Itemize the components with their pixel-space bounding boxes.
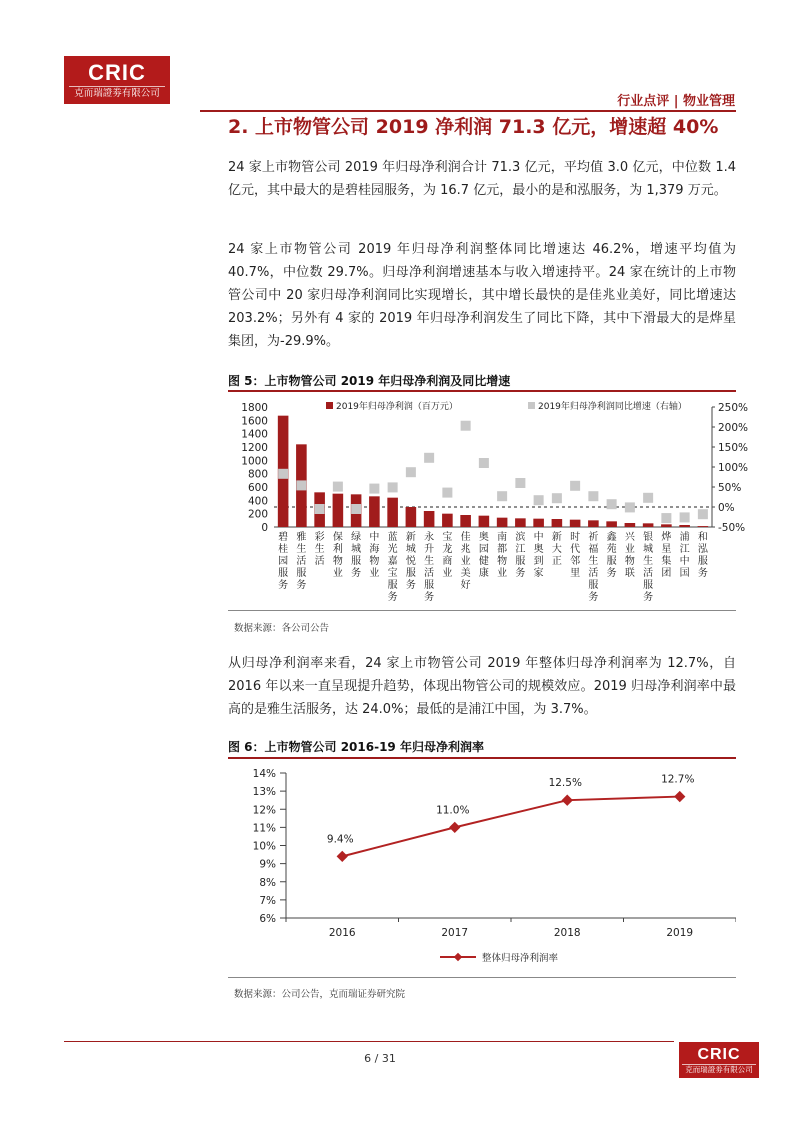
category-label-char: 物 [332, 556, 343, 567]
page-number: 6 / 31 [364, 1052, 396, 1065]
bar-10 [442, 514, 453, 527]
category-label-char: 物 [497, 556, 508, 567]
category-label-char: 中 [679, 556, 690, 567]
section-heading: 2. 上市物管公司 2019 净利润 71.3 亿元，增速超 40% [228, 116, 719, 138]
x-axis-label-2016: 2016 [328, 927, 356, 939]
category-label-24 [698, 531, 709, 579]
figure6-axes [253, 768, 736, 939]
figure5-bottom-rule [228, 610, 736, 611]
right-axis-tick: 0% [718, 502, 735, 514]
category-label-char: 务 [643, 592, 654, 603]
category-label-char: 利 [332, 544, 343, 555]
category-label-char: 新 [405, 532, 416, 543]
growth-marker-6 [369, 484, 379, 494]
right-axis-tick: -50% [718, 522, 746, 534]
category-label-char: 奥 [478, 532, 489, 543]
growth-marker-21 [643, 493, 653, 503]
category-label-char: 兆 [460, 544, 471, 555]
category-label-char: 联 [624, 568, 635, 579]
x-axis-label-2019: 2019 [666, 927, 694, 939]
paragraph-1: 24 家上市物管公司 2019 年归母净利润合计 71.3 亿元，平均值 3.0 亿元，中位数 1.4 亿元，其中最大的是碧桂园服务，为 16.7 亿元，最小的是和泓服务，为 1,379 万元。 [228, 160, 736, 198]
category-label-char: 业 [497, 568, 508, 579]
growth-marker-11 [461, 421, 471, 431]
bar-6 [369, 496, 380, 527]
data-label-2019: 12.7% [661, 773, 695, 786]
category-label-char: 服 [296, 568, 307, 579]
right-axis-tick: 250% [718, 402, 749, 414]
category-label-char: 服 [588, 580, 599, 591]
growth-marker-7 [388, 482, 398, 492]
y-axis-tick: 8% [259, 876, 276, 889]
category-label-char: 国 [679, 568, 690, 579]
x-axis-label-2018: 2018 [553, 927, 581, 939]
category-label-char: 生 [588, 556, 599, 567]
data-point-2018 [562, 795, 573, 806]
growth-marker-23 [680, 512, 690, 522]
category-label-char: 务 [588, 592, 599, 603]
growth-marker-19 [607, 499, 617, 509]
category-label-16 [552, 531, 562, 567]
growth-marker-22 [661, 513, 671, 523]
bar-11 [460, 515, 471, 527]
left-axis-tick: 400 [247, 495, 268, 508]
category-label-char: 生 [643, 556, 654, 567]
growth-marker-9 [424, 453, 434, 463]
category-label-char: 苑 [606, 544, 617, 555]
right-axis-tick: 200% [718, 422, 749, 434]
category-label-char: 南 [497, 532, 508, 543]
category-label-char: 业 [442, 568, 453, 579]
data-point-2017 [449, 822, 460, 833]
header-category: 行业点评 | 物业管理 [617, 94, 735, 109]
category-label-char: 代 [570, 544, 581, 555]
category-label-char: 邻 [570, 556, 581, 567]
category-label-char: 城 [351, 544, 362, 555]
growth-marker-8 [406, 467, 416, 477]
figure5-bars [278, 416, 708, 527]
bar-24 [698, 526, 709, 527]
left-axis-tick: 1400 [241, 428, 268, 441]
category-label-char: 服 [643, 580, 654, 591]
bar-15 [533, 519, 544, 527]
category-label-5 [351, 531, 361, 579]
category-label-char: 业 [332, 568, 343, 579]
category-label-char: 集 [661, 556, 672, 567]
bar-7 [387, 498, 398, 527]
footer-logo-text: CRIC [697, 1046, 741, 1063]
data-point-2019 [674, 791, 685, 802]
category-label-char: 银 [643, 532, 654, 543]
margin-line [342, 797, 680, 857]
growth-marker-20 [625, 502, 635, 512]
category-label-char: 服 [278, 568, 289, 579]
category-label-char: 龙 [442, 544, 453, 555]
y-axis-tick: 9% [259, 858, 276, 871]
figure6-source: 数据来源：公司公告，克而瑞证券研究院 [234, 989, 406, 1000]
category-label-char: 时 [570, 532, 581, 543]
bar-4 [333, 494, 344, 527]
category-label-char: 园 [278, 556, 289, 567]
category-label-char: 业 [624, 544, 635, 555]
legend-marker-swatch [528, 402, 535, 409]
legend-bar-label: 2019年归母净利润（百万元） [336, 402, 458, 412]
category-label-char: 星 [661, 544, 672, 555]
y-axis-tick: 14% [252, 768, 276, 780]
category-label-char: 浦 [679, 532, 690, 543]
logo-subtext: 克而瑞證劵有限公司 [69, 86, 165, 100]
category-label-4 [333, 530, 343, 579]
category-label-char: 园 [478, 544, 489, 555]
category-label-char: 奥 [533, 544, 544, 555]
bar-14 [515, 518, 526, 527]
left-axis-tick: 200 [247, 508, 268, 521]
figure6-chart [228, 760, 736, 975]
category-label-char: 碧 [278, 532, 289, 543]
growth-marker-18 [588, 491, 598, 501]
legend-label: 整体归母净利润率 [482, 953, 559, 964]
category-label-char: 中 [533, 532, 544, 543]
footer-logo [679, 1042, 759, 1078]
category-label-char: 务 [296, 580, 307, 591]
category-label-14 [515, 530, 525, 579]
category-label-10 [442, 530, 452, 579]
category-label-char: 泓 [697, 544, 708, 555]
data-label-2017: 11.0% [436, 804, 470, 817]
category-label-21 [643, 530, 653, 603]
category-label-char: 兴 [624, 532, 635, 543]
bar-21 [643, 523, 654, 527]
growth-marker-12 [479, 458, 489, 468]
category-label-8 [406, 531, 416, 591]
y-axis-tick: 13% [252, 786, 276, 799]
x-axis-label-2017: 2017 [441, 927, 469, 939]
figure6-legend [440, 952, 559, 964]
category-label-char: 物 [369, 556, 380, 567]
category-label-char: 业 [369, 568, 380, 579]
figure5-top-rule [228, 390, 736, 392]
growth-marker-1 [278, 469, 288, 479]
category-label-char: 福 [588, 544, 599, 555]
category-label-char: 升 [424, 544, 435, 555]
category-label-char: 好 [460, 580, 471, 591]
y-axis-tick: 10% [252, 840, 276, 853]
category-label-char: 新 [551, 532, 562, 543]
category-label-11 [461, 530, 471, 591]
category-label-char: 团 [661, 568, 672, 579]
bar-17 [570, 520, 581, 527]
category-label-char: 康 [478, 568, 489, 579]
left-axis-tick: 0 [261, 522, 268, 534]
brand-logo [64, 56, 170, 104]
bar-23 [679, 525, 690, 527]
figure6-top-rule [228, 757, 736, 759]
bar-20 [625, 523, 636, 527]
growth-marker-4 [333, 482, 343, 492]
bar-16 [552, 519, 563, 527]
bar-19 [606, 521, 617, 527]
legend-bar-swatch [326, 402, 333, 409]
y-axis-tick: 7% [259, 894, 276, 907]
left-axis-tick: 1600 [241, 415, 268, 428]
figure5-title: 图 5：上市物管公司 2019 年归母净利润及同比增速 [228, 374, 511, 388]
category-label-char: 物 [624, 556, 635, 567]
category-label-char: 绿 [351, 532, 362, 543]
paragraph-2: 24 家上市物管公司 2019 年归母净利润整体同比增速达 46.2%，增速平均值为 40.7%，中位数 29.7%。归母净利润增速基本与收入增速持平。24 家在统计的上市物管公司中 20 家归母净利润同比实现增长，其中增长最快的是佳兆业美好，同比增速达 203.2%；另外有 4 家的 2019 年归母净利润发生了同比下降，其中下滑最大的是烨星集团，为-29.9%。 [228, 242, 736, 349]
category-label-char: 务 [424, 592, 435, 603]
category-label-char: 生 [314, 544, 325, 555]
category-label-char: 服 [606, 556, 617, 567]
data-point-2016 [337, 851, 348, 862]
legend-marker [454, 953, 462, 961]
category-label-char: 彩 [314, 532, 325, 543]
footer-divider [64, 1041, 674, 1042]
y-axis-tick: 11% [252, 822, 276, 835]
category-label-20 [625, 531, 636, 579]
category-label-7 [388, 530, 398, 603]
growth-marker-17 [570, 481, 580, 491]
growth-marker-24 [698, 509, 708, 519]
left-axis-tick: 1200 [241, 442, 268, 454]
figure5-legend [326, 400, 687, 412]
left-axis-tick: 1000 [241, 455, 268, 468]
category-label-char: 务 [351, 568, 362, 579]
category-label-char: 都 [497, 544, 508, 555]
category-label-19 [607, 530, 617, 579]
category-label-char: 服 [424, 580, 435, 591]
category-label-char: 大 [551, 544, 562, 555]
y-axis-tick: 6% [259, 913, 276, 925]
y-axis-tick: 12% [252, 804, 276, 817]
category-label-char: 保 [332, 532, 343, 543]
right-axis-tick: 100% [718, 462, 749, 474]
logo-text: CRIC [88, 60, 146, 85]
category-label-char: 永 [424, 532, 435, 543]
data-label-2018: 12.5% [548, 777, 582, 790]
left-axis-tick: 1800 [241, 402, 268, 414]
category-label-char: 桂 [278, 544, 289, 555]
category-label-char: 服 [405, 568, 416, 579]
category-label-char: 服 [697, 556, 708, 567]
growth-marker-2 [296, 480, 306, 490]
category-label-char: 宝 [442, 532, 453, 543]
category-label-char: 祈 [588, 532, 599, 543]
category-label-15 [534, 530, 544, 579]
category-label-18 [588, 531, 598, 603]
category-label-char: 江 [679, 544, 690, 555]
category-label-char: 正 [551, 556, 562, 567]
bar-9 [424, 511, 435, 527]
category-label-char: 和 [697, 532, 708, 543]
category-label-char: 务 [697, 568, 708, 579]
growth-marker-15 [534, 495, 544, 505]
category-label-char: 到 [533, 556, 544, 567]
figure6-line [327, 774, 695, 862]
bar-18 [588, 520, 599, 527]
category-label-char: 烨 [661, 532, 672, 543]
category-label-char: 商 [442, 556, 453, 567]
figure5-source: 数据来源：各公司公告 [234, 623, 330, 634]
figure6-title: 图 6：上市物管公司 2016-19 年归母净利润率 [228, 740, 484, 754]
category-label-char: 城 [643, 544, 654, 555]
category-label-char: 务 [606, 568, 617, 579]
category-label-char: 海 [369, 544, 380, 555]
category-label-char: 美 [460, 568, 471, 579]
category-label-char: 滨 [515, 532, 526, 543]
category-label-char: 生 [296, 544, 307, 555]
category-label-char: 江 [515, 544, 526, 555]
legend-marker-label: 2019年归母净利润同比增速（右轴） [538, 402, 687, 412]
category-label-2 [296, 530, 306, 591]
growth-marker-10 [442, 488, 452, 498]
paragraph-3: 从归母净利润率来看，24 家上市物管公司 2019 年整体归母净利润率为 12.7%，自 2016 年以来一直呈现提升趋势，体现出物管公司的规模效应。2019 归母净利润率中最高的是雅生活服务，达 24.0%；最低的是浦江中国，为 3.7%。 [228, 656, 736, 717]
category-label-23 [680, 530, 690, 579]
category-label-char: 业 [460, 556, 471, 567]
category-label-char: 服 [351, 556, 362, 567]
category-label-char: 悦 [405, 556, 416, 567]
bar-8 [406, 507, 417, 527]
category-label-char: 服 [515, 556, 526, 567]
category-label-char: 活 [588, 568, 599, 579]
right-axis-tick: 50% [718, 482, 742, 494]
category-label-22 [661, 530, 671, 579]
data-label-2016: 9.4% [326, 833, 354, 846]
category-label-char: 城 [405, 544, 416, 555]
category-label-char: 中 [369, 532, 380, 543]
category-label-char: 雅 [296, 532, 307, 543]
left-axis-tick: 600 [247, 482, 268, 494]
category-label-char: 务 [515, 568, 526, 579]
figure6-bottom-rule [228, 977, 736, 978]
growth-marker-5 [351, 504, 361, 514]
category-label-char: 活 [424, 568, 435, 579]
category-label-char: 蓝 [387, 532, 398, 543]
growth-marker-13 [497, 491, 507, 501]
bar-22 [661, 524, 672, 527]
bar-12 [479, 516, 490, 527]
category-label-9 [424, 531, 434, 603]
figure5-chart [228, 393, 768, 608]
category-label-char: 活 [643, 568, 654, 579]
category-label-char: 务 [405, 580, 416, 591]
bar-13 [497, 518, 508, 527]
category-label-char: 家 [533, 568, 544, 579]
category-label-char: 宝 [387, 568, 398, 579]
footer-logo-subtext: 克而瑞證劵有限公司 [682, 1064, 756, 1075]
category-label-char: 服 [387, 580, 398, 591]
figure5-category-labels [278, 530, 709, 603]
category-label-3 [315, 531, 325, 567]
category-label-char: 健 [478, 556, 489, 567]
category-label-char: 佳 [460, 532, 471, 543]
growth-marker-14 [515, 478, 525, 488]
category-label-char: 活 [296, 556, 307, 567]
category-label-char: 活 [314, 556, 325, 567]
category-label-1 [278, 530, 288, 591]
category-label-char: 里 [570, 568, 581, 579]
category-label-char: 务 [387, 592, 398, 603]
category-label-char: 务 [278, 580, 289, 591]
category-label-char: 嘉 [387, 556, 398, 567]
category-label-char: 光 [387, 544, 398, 555]
growth-marker-3 [315, 504, 325, 514]
category-label-17 [570, 530, 580, 579]
category-label-13 [497, 530, 507, 579]
category-label-char: 鑫 [606, 532, 617, 543]
right-axis-tick: 150% [718, 442, 749, 454]
category-label-12 [479, 530, 489, 579]
category-label-char: 生 [424, 556, 435, 567]
left-axis-tick: 800 [247, 468, 268, 481]
category-label-6 [369, 530, 379, 579]
growth-marker-16 [552, 493, 562, 503]
